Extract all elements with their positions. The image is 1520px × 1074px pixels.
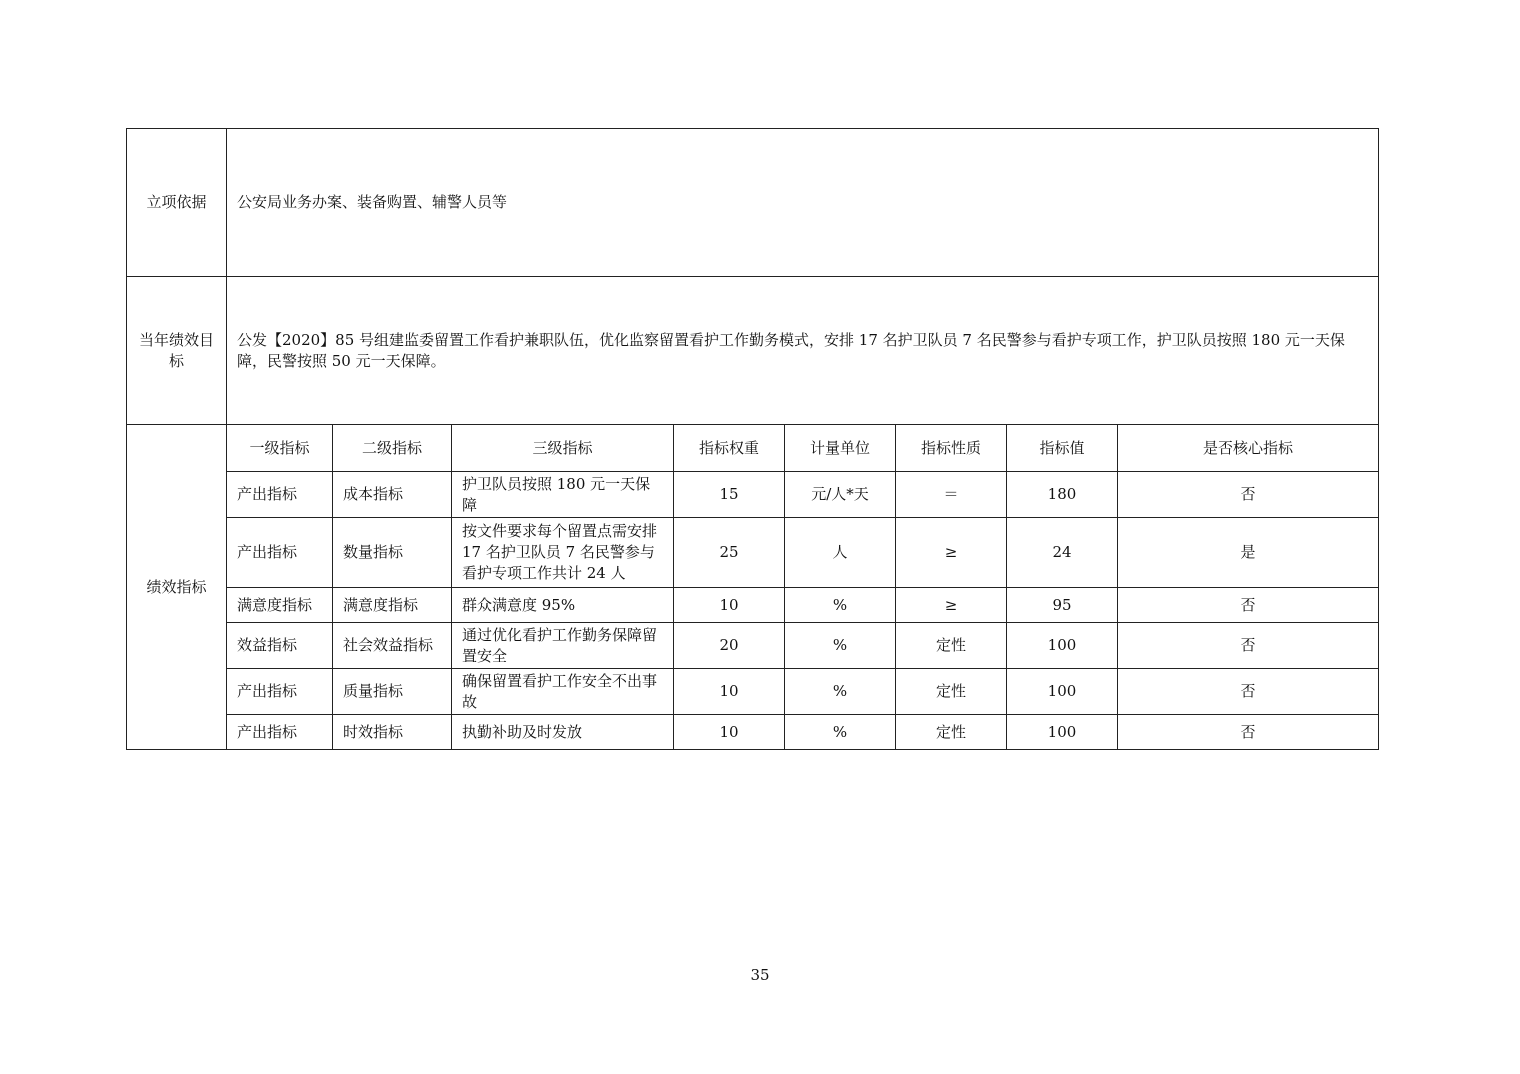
level3-cell: 按文件要求每个留置点需安排 17 名护卫队员 7 名民警参与看护专项工作共计 24 人 xyxy=(452,518,674,588)
level3-cell: 确保留置看护工作安全不出事故 xyxy=(452,669,674,715)
level3-cell: 执勤补助及时发放 xyxy=(452,715,674,750)
header-cell: 指标值 xyxy=(1007,425,1118,472)
level1-cell: 产出指标 xyxy=(227,669,333,715)
basis-row xyxy=(127,129,1379,277)
basis-label: 立项依据 xyxy=(127,129,227,277)
level2-cell: 数量指标 xyxy=(333,518,452,588)
level1-cell: 满意度指标 xyxy=(227,588,333,623)
header-cell: 一级指标 xyxy=(227,425,333,472)
unit-cell: 人 xyxy=(785,518,896,588)
header-cell: 指标性质 xyxy=(896,425,1007,472)
core-cell: 否 xyxy=(1118,623,1379,669)
table-row xyxy=(127,518,1379,588)
value-cell: 95 xyxy=(1007,588,1118,623)
core-cell: 否 xyxy=(1118,715,1379,750)
unit-cell: % xyxy=(785,588,896,623)
goal-row xyxy=(127,277,1379,425)
weight-cell: 10 xyxy=(674,715,785,750)
indicator-header-row xyxy=(127,425,1379,472)
page-number: 35 xyxy=(750,966,770,984)
nature-cell: ≥ xyxy=(896,518,1007,588)
indicators-label: 绩效指标 xyxy=(127,425,227,750)
level2-cell: 质量指标 xyxy=(333,669,452,715)
nature-cell: 定性 xyxy=(896,623,1007,669)
value-cell: 100 xyxy=(1007,623,1118,669)
level2-cell: 社会效益指标 xyxy=(333,623,452,669)
header-cell: 计量单位 xyxy=(785,425,896,472)
core-cell: 否 xyxy=(1118,669,1379,715)
level1-cell: 产出指标 xyxy=(227,715,333,750)
level1-cell: 产出指标 xyxy=(227,518,333,588)
weight-cell: 15 xyxy=(674,472,785,518)
level2-cell: 满意度指标 xyxy=(333,588,452,623)
level2-cell: 成本指标 xyxy=(333,472,452,518)
nature-cell: 定性 xyxy=(896,715,1007,750)
weight-cell: 10 xyxy=(674,588,785,623)
level3-cell: 护卫队员按照 180 元一天保障 xyxy=(452,472,674,518)
basis-content: 公安局业务办案、装备购置、辅警人员等 xyxy=(227,129,1379,277)
value-cell: 100 xyxy=(1007,715,1118,750)
header-cell: 二级指标 xyxy=(333,425,452,472)
level3-cell: 通过优化看护工作勤务保障留置安全 xyxy=(452,623,674,669)
performance-table xyxy=(126,128,1379,750)
unit-cell: % xyxy=(785,623,896,669)
header-cell: 指标权重 xyxy=(674,425,785,472)
goal-content: 公发【2020】85 号组建监委留置工作看护兼职队伍，优化监察留置看护工作勤务模式，安排 17 名护卫队员 7 名民警参与看护专项工作，护卫队员按照 180 元一天保障，民警按照 50 元一天保障。 xyxy=(227,277,1379,425)
header-cell: 是否核心指标 xyxy=(1118,425,1379,472)
core-cell: 否 xyxy=(1118,472,1379,518)
core-cell: 否 xyxy=(1118,588,1379,623)
value-cell: 100 xyxy=(1007,669,1118,715)
table-row xyxy=(127,588,1379,623)
table-row xyxy=(127,472,1379,518)
nature-cell: 定性 xyxy=(896,669,1007,715)
weight-cell: 10 xyxy=(674,669,785,715)
weight-cell: 25 xyxy=(674,518,785,588)
unit-cell: 元/人*天 xyxy=(785,472,896,518)
table-row xyxy=(127,715,1379,750)
unit-cell: % xyxy=(785,715,896,750)
table-row xyxy=(127,623,1379,669)
goal-label: 当年绩效目标 xyxy=(127,277,227,425)
header-cell: 三级指标 xyxy=(452,425,674,472)
level1-cell: 效益指标 xyxy=(227,623,333,669)
level1-cell: 产出指标 xyxy=(227,472,333,518)
nature-cell: ＝ xyxy=(896,472,1007,518)
value-cell: 180 xyxy=(1007,472,1118,518)
level3-cell: 群众满意度 95% xyxy=(452,588,674,623)
core-cell: 是 xyxy=(1118,518,1379,588)
value-cell: 24 xyxy=(1007,518,1118,588)
weight-cell: 20 xyxy=(674,623,785,669)
nature-cell: ≥ xyxy=(896,588,1007,623)
level2-cell: 时效指标 xyxy=(333,715,452,750)
table-row xyxy=(127,669,1379,715)
unit-cell: % xyxy=(785,669,896,715)
